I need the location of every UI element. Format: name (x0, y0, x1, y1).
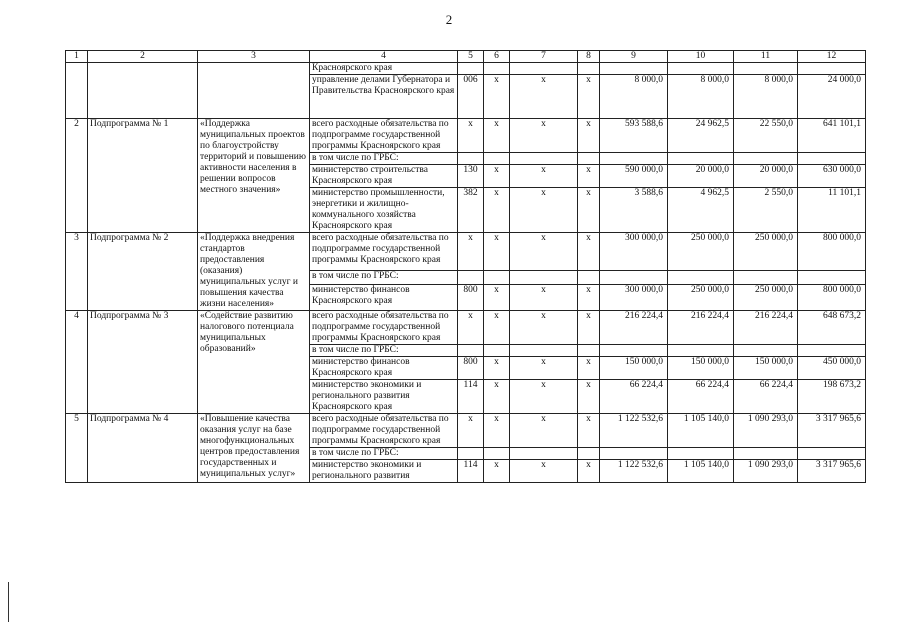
csr-cell (510, 63, 578, 75)
vr-cell (578, 345, 600, 357)
budget-table (65, 50, 866, 483)
program-name: «Содействие развитию налогового потенциала муниципальных образований» (198, 311, 310, 414)
vr-cell: х (578, 188, 600, 233)
rzpr-cell (484, 345, 510, 357)
amount-year2: 1 105 140,0 (668, 414, 734, 448)
amount-year2 (668, 345, 734, 357)
amount-total: 198 673,2 (798, 380, 866, 414)
grbs-name: министерство промышленности, энергетики и жилищно-коммунального хозяйства Красноярского края (310, 188, 458, 233)
amount-year3: 66 224,4 (734, 380, 798, 414)
vr-cell: х (578, 233, 600, 271)
vr-cell (578, 271, 600, 285)
vr-cell (578, 63, 600, 75)
rzpr-cell: х (484, 284, 510, 310)
amount-year2: 150 000,0 (668, 357, 734, 380)
amount-total: 450 000,0 (798, 357, 866, 380)
rzpr-cell: х (484, 233, 510, 271)
table-row (66, 414, 866, 448)
amount-total: 800 000,0 (798, 284, 866, 310)
rzpr-cell: х (484, 380, 510, 414)
header-cell: 1 (66, 51, 88, 63)
csr-cell: х (510, 460, 578, 483)
amount-year2: 250 000,0 (668, 233, 734, 271)
grbs-code: 130 (458, 165, 484, 188)
program-name: «Повышение качества оказания услуг на базе многофункциональных центров предоставления государственных и муниципальных услуг» (198, 414, 310, 483)
grbs-name: министерство финансов Красноярского края (310, 284, 458, 310)
rzpr-cell (484, 63, 510, 75)
amount-year1 (600, 271, 668, 285)
amount-year2: 1 105 140,0 (668, 460, 734, 483)
grbs-name: управление делами Губернатора и Правительства Красноярского края (310, 75, 458, 119)
amount-year1: 1 122 532,6 (600, 414, 668, 448)
grbs-name: всего расходные обязательства по подпрограмме государственной программы Красноярского края (310, 311, 458, 345)
margin-line (8, 582, 9, 622)
grbs-name: Красноярского края (310, 63, 458, 75)
grbs-code: 114 (458, 380, 484, 414)
amount-year1: 1 122 532,6 (600, 460, 668, 483)
csr-cell: х (510, 284, 578, 310)
table-row (66, 63, 866, 75)
vr-cell: х (578, 284, 600, 310)
program-status: Подпрограмма № 3 (88, 311, 198, 414)
amount-total (798, 345, 866, 357)
csr-cell: х (510, 233, 578, 271)
program-status: Подпрограмма № 4 (88, 414, 198, 483)
amount-year1: 216 224,4 (600, 311, 668, 345)
amount-year1: 150 000,0 (600, 357, 668, 380)
amount-year2: 66 224,4 (668, 380, 734, 414)
rzpr-cell: х (484, 311, 510, 345)
amount-year1: 590 000,0 (600, 165, 668, 188)
grbs-code: 006 (458, 75, 484, 119)
vr-cell (578, 153, 600, 165)
vr-cell: х (578, 311, 600, 345)
grbs-name: министерство строительства Красноярского края (310, 165, 458, 188)
amount-total (798, 63, 866, 75)
header-cell: 4 (310, 51, 458, 63)
amount-year3: 1 090 293,0 (734, 414, 798, 448)
amount-year2 (668, 63, 734, 75)
row-number: 5 (66, 414, 88, 483)
amount-year3: 2 550,0 (734, 188, 798, 233)
grbs-code: х (458, 233, 484, 271)
table-row (66, 233, 866, 271)
vr-cell: х (578, 75, 600, 119)
amount-year3: 20 000,0 (734, 165, 798, 188)
vr-cell: х (578, 414, 600, 448)
amount-year2 (668, 448, 734, 460)
grbs-name: в том числе по ГРБС: (310, 448, 458, 460)
amount-total: 3 317 965,6 (798, 414, 866, 448)
grbs-code (458, 153, 484, 165)
amount-year1 (600, 153, 668, 165)
table-row (66, 311, 866, 345)
amount-total: 3 317 965,6 (798, 460, 866, 483)
amount-year2: 4 962,5 (668, 188, 734, 233)
csr-cell: х (510, 357, 578, 380)
amount-year3 (734, 448, 798, 460)
rzpr-cell: х (484, 460, 510, 483)
grbs-code: 800 (458, 284, 484, 310)
csr-cell (510, 448, 578, 460)
amount-year3 (734, 63, 798, 75)
amount-year3: 1 090 293,0 (734, 460, 798, 483)
grbs-code: х (458, 414, 484, 448)
table-row (66, 119, 866, 153)
amount-year3: 150 000,0 (734, 357, 798, 380)
rzpr-cell: х (484, 165, 510, 188)
grbs-code (458, 271, 484, 285)
vr-cell: х (578, 357, 600, 380)
amount-year1: 300 000,0 (600, 284, 668, 310)
vr-cell: х (578, 119, 600, 153)
vr-cell (578, 448, 600, 460)
amount-year2: 216 224,4 (668, 311, 734, 345)
grbs-name: министерство экономики и регионального развития (310, 460, 458, 483)
header-row (66, 51, 866, 63)
amount-year1 (600, 345, 668, 357)
grbs-name: министерство финансов Красноярского края (310, 357, 458, 380)
grbs-name: всего расходные обязательства по подпрограмме государственной программы Красноярского края (310, 119, 458, 153)
rzpr-cell: х (484, 414, 510, 448)
grbs-code: х (458, 119, 484, 153)
grbs-code: 800 (458, 357, 484, 380)
grbs-code: х (458, 311, 484, 345)
row-number: 4 (66, 311, 88, 414)
program-status (88, 63, 198, 119)
csr-cell: х (510, 119, 578, 153)
csr-cell: х (510, 188, 578, 233)
header-cell: 11 (734, 51, 798, 63)
amount-year3 (734, 345, 798, 357)
rzpr-cell: х (484, 357, 510, 380)
rzpr-cell (484, 153, 510, 165)
rzpr-cell: х (484, 119, 510, 153)
header-cell: 7 (510, 51, 578, 63)
rzpr-cell (484, 271, 510, 285)
amount-year2: 24 962,5 (668, 119, 734, 153)
row-number (66, 63, 88, 119)
amount-year1: 66 224,4 (600, 380, 668, 414)
amount-total: 630 000,0 (798, 165, 866, 188)
grbs-name: в том числе по ГРБС: (310, 271, 458, 285)
amount-total: 648 673,2 (798, 311, 866, 345)
header-cell: 10 (668, 51, 734, 63)
row-number: 3 (66, 233, 88, 311)
csr-cell: х (510, 165, 578, 188)
program-name: «Поддержка муниципальных проектов по благоустройству территорий и повышению активности населения в решении вопросов местного значения» (198, 119, 310, 233)
amount-year2: 8 000,0 (668, 75, 734, 119)
header-cell: 8 (578, 51, 600, 63)
csr-cell: х (510, 75, 578, 119)
program-name: «Поддержка внедрения стандартов предоставления (оказания) муниципальных услуг и повышения качества жизни населения» (198, 233, 310, 311)
grbs-name: в том числе по ГРБС: (310, 345, 458, 357)
program-name (198, 63, 310, 119)
amount-year3: 250 000,0 (734, 233, 798, 271)
vr-cell: х (578, 460, 600, 483)
grbs-name: всего расходные обязательства по подпрограмме государственной программы Красноярского края (310, 233, 458, 271)
amount-year3: 22 550,0 (734, 119, 798, 153)
grbs-code (458, 448, 484, 460)
amount-year2 (668, 153, 734, 165)
amount-year1 (600, 63, 668, 75)
amount-year3: 250 000,0 (734, 284, 798, 310)
header-cell: 12 (798, 51, 866, 63)
grbs-name: в том числе по ГРБС: (310, 153, 458, 165)
amount-year1: 3 588,6 (600, 188, 668, 233)
grbs-code (458, 63, 484, 75)
page-number: 2 (445, 12, 453, 27)
amount-year2 (668, 271, 734, 285)
amount-year2: 20 000,0 (668, 165, 734, 188)
grbs-name: министерство экономики и регионального развития Красноярского края (310, 380, 458, 414)
amount-year3: 216 224,4 (734, 311, 798, 345)
header-cell: 6 (484, 51, 510, 63)
amount-year1: 300 000,0 (600, 233, 668, 271)
vr-cell: х (578, 380, 600, 414)
header-cell: 5 (458, 51, 484, 63)
csr-cell: х (510, 414, 578, 448)
rzpr-cell (484, 448, 510, 460)
header-cell: 2 (88, 51, 198, 63)
amount-year3 (734, 153, 798, 165)
vr-cell: х (578, 165, 600, 188)
row-number: 2 (66, 119, 88, 233)
amount-total: 11 101,1 (798, 188, 866, 233)
csr-cell (510, 153, 578, 165)
grbs-name: всего расходные обязательства по подпрограмме государственной программы Красноярского края (310, 414, 458, 448)
rzpr-cell: х (484, 188, 510, 233)
amount-year1: 8 000,0 (600, 75, 668, 119)
rzpr-cell: х (484, 75, 510, 119)
header-cell: 3 (198, 51, 310, 63)
amount-total (798, 153, 866, 165)
grbs-code: 382 (458, 188, 484, 233)
header-cell: 9 (600, 51, 668, 63)
amount-total: 641 101,1 (798, 119, 866, 153)
program-status: Подпрограмма № 1 (88, 119, 198, 233)
grbs-code (458, 345, 484, 357)
csr-cell: х (510, 311, 578, 345)
amount-year1 (600, 448, 668, 460)
amount-year1: 593 588,6 (600, 119, 668, 153)
amount-total (798, 271, 866, 285)
csr-cell: х (510, 380, 578, 414)
program-status: Подпрограмма № 2 (88, 233, 198, 311)
grbs-code: 114 (458, 460, 484, 483)
amount-year3: 8 000,0 (734, 75, 798, 119)
amount-year3 (734, 271, 798, 285)
csr-cell (510, 345, 578, 357)
csr-cell (510, 271, 578, 285)
amount-total: 24 000,0 (798, 75, 866, 119)
amount-year2: 250 000,0 (668, 284, 734, 310)
amount-total: 800 000,0 (798, 233, 866, 271)
amount-total (798, 448, 866, 460)
